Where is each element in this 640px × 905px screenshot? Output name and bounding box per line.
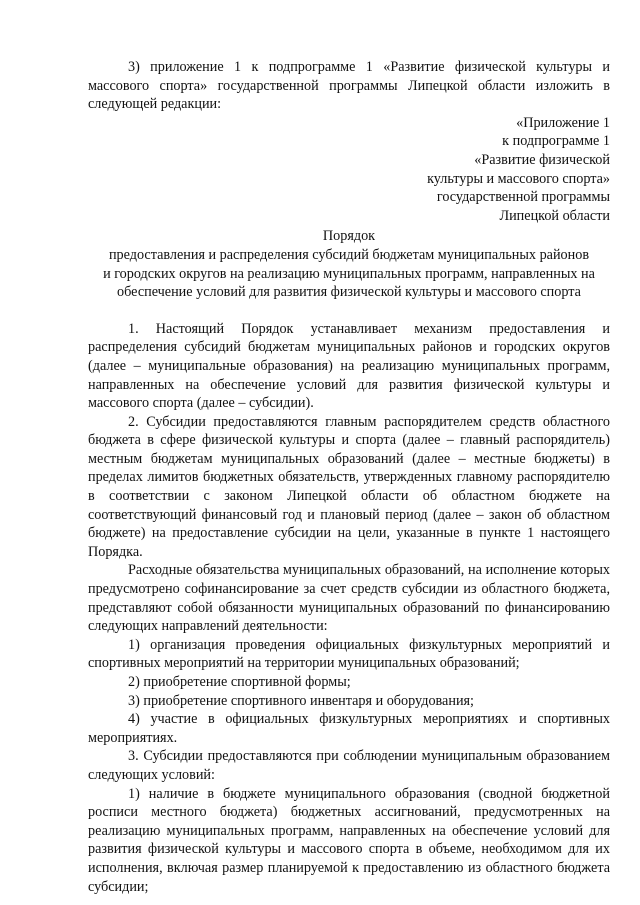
intro-paragraph: 3) приложение 1 к подпрограмме 1 «Развитие физической культуры и массового спорта» государственной программы Липецкой области изложить в следующей редакции: (88, 59, 610, 113)
appendix-header-line: культуры и массового спорта» (427, 170, 610, 187)
direction-item: 2) приобретение спортивной формы; (128, 674, 351, 690)
document-page (88, 58, 610, 896)
appendix-header-line: государственной программы (436, 189, 610, 206)
paragraph-expenses: Расходные обязательства муниципальных образований, на исполнение которых предусмотрено софинансирование за счет средств субсидии из областного бюджета, представляют собой обязанности муниципальных образований по финансированию следующих направлений деятельности: (88, 562, 610, 635)
appendix-header-line: «Развитие физической (474, 151, 610, 168)
paragraph-3: 3. Субсидии предоставляются при соблюдении муниципальным образованием следующих условий: (88, 748, 610, 783)
document-title: Порядок (322, 228, 376, 245)
document-subtitle-line: и городских округов на реализацию муниципальных программ, направленных на (103, 265, 595, 282)
paragraph-2: 2. Субсидии предоставляются главным распорядителем средств областного бюджета в сфере физической культуры и спорта (далее – главный распорядитель) местным бюджетам муниципальных образований (далее – местные бюджеты) в пределах лимитов бюджетных обязательств, утвержденных главному распорядителю в соответствии с законом Липецкой области об областном бюджете на соответствующий финансовый год и плановый период (далее – закон об областном бюджете) на предоставление субсидии на цели, указанные в пункте 1 настоящего Порядка. (88, 413, 610, 560)
document-subtitle-line: предоставления и распределения субсидий бюджетам муниципальных районов (108, 246, 590, 263)
document-subtitle-line: обеспечение условий для развития физической культуры и массового спорта (117, 284, 581, 301)
spacer (88, 302, 610, 320)
document-title-block (88, 227, 610, 301)
condition-1: 1) наличие в бюджете муниципального образования (сводной бюджетной росписи местного бюджета) бюджетных ассигнований, предусмотренных на реализацию муниципальных программ, направленных на обеспечение условий для развития физической культуры и массового спорта в объеме, необходимом для их исполнения, включая размер планируемой к предоставлению из областного бюджета субсидии; (88, 785, 610, 895)
direction-item: 1) организация проведения официальных физкультурных мероприятий и спортивных мероприятий на территории муниципальных образований; (88, 636, 610, 672)
appendix-header-line: Липецкой области (499, 207, 610, 224)
appendix-header (88, 114, 610, 226)
direction-item: 4) участие в официальных физкультурных мероприятиях и спортивных мероприятиях. (88, 711, 610, 746)
paragraph-1: 1. Настоящий Порядок устанавливает механизм предоставления и распределения субсидий бюджетам муниципальных районов и городских округов (далее – муниципальные образования) на реализацию муниципальных программ, направленных на обеспечение условий для развития физической культуры и массового спорта (далее – субсидии). (88, 320, 610, 412)
appendix-header-line: к подпрограмме 1 (502, 133, 610, 150)
appendix-header-line: «Приложение 1 (516, 114, 610, 131)
direction-item: 3) приобретение спортивного инвентаря и оборудования; (128, 692, 474, 709)
